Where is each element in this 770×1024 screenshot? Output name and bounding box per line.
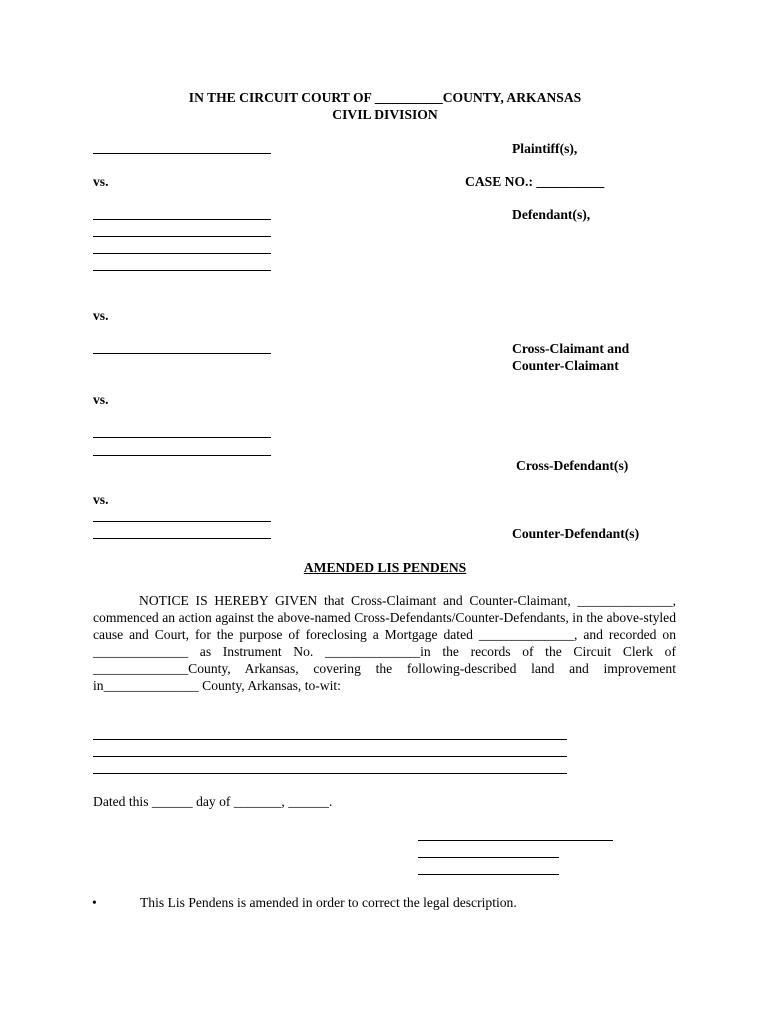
signer-name-line [418,857,559,858]
cross-claimant-name-line [93,353,271,354]
defendant-name-line-2 [93,236,271,237]
vs-label-3: vs. [93,392,109,407]
cross-claimant-label-2: Counter-Claimant [512,358,619,373]
cross-defendant-name-line-2 [93,455,271,456]
plaintiff-name-line [93,153,271,154]
counter-defendant-name-line-2 [93,538,271,539]
legal-description-line-3 [93,773,567,774]
defendant-name-line-4 [93,270,271,271]
defendant-name-line-1 [93,219,271,220]
dated-line: Dated this ______ day of _______, ______. [93,794,333,809]
bullet-icon: • [92,895,97,910]
counter-defendant-label: Counter-Defendant(s) [512,526,640,541]
counter-defendant-name-line-1 [93,521,271,522]
defendant-label: Defendant(s), [512,207,591,222]
plaintiff-label: Plaintiff(s), [512,141,578,156]
legal-description-line-2 [93,756,567,757]
defendant-name-line-3 [93,253,271,254]
document-title: AMENDED LIS PENDENS [303,560,467,575]
court-heading: IN THE CIRCUIT COURT OF __________COUNTY, ARKANSAS [188,90,582,105]
cross-defendant-label: Cross-Defendant(s) [516,458,629,473]
signature-line [418,840,613,841]
notice-paragraph [93,592,676,694]
division-heading: CIVIL DIVISION [332,107,438,122]
signer-title-line [418,874,559,875]
vs-label-4: vs. [93,492,109,507]
case-number: CASE NO.: __________ [465,174,605,189]
cross-defendant-name-line-1 [93,437,271,438]
vs-label-2: vs. [93,308,109,323]
amendment-note: This Lis Pendens is amended in order to correct the legal description. [140,895,517,910]
legal-description-line-1 [93,739,567,740]
cross-claimant-label-1: Cross-Claimant and [512,341,630,356]
notice-paragraph-text: NOTICE IS HEREBY GIVEN that Cross-Claimant and Counter-Claimant, ______________, commenced an action against the above-named Cross-Defendants/Counter-Defendants, in the above-styled cause and Court, for the purpose of foreclosing a Mortgage dated ______________, and recorded on ______________ as Instrument No. ______________in the records of the Circuit Clerk of ______________County, Arkansas, covering the following-described land and improvement in______________ County, Arkansas, to-wit: [93,593,676,693]
vs-label-1: vs. [93,174,109,189]
